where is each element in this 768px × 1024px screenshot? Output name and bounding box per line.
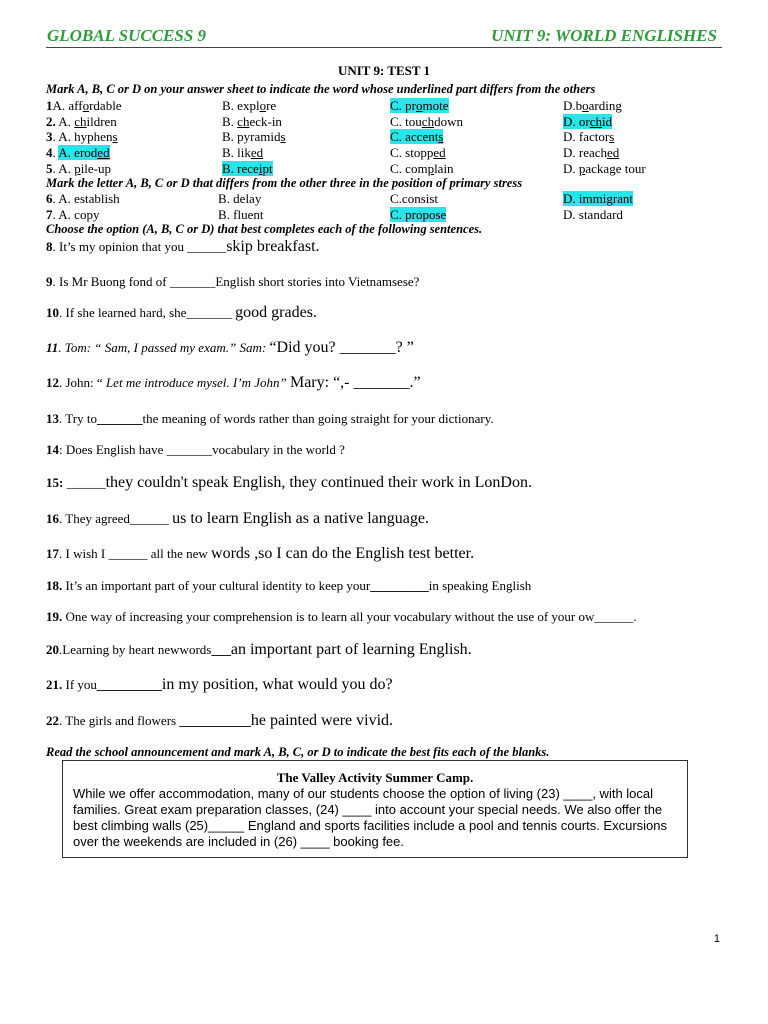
q6-option-d: D. immigrant [563, 191, 634, 206]
question-22: 22. The girls and flowers ___________he painted were vivid. [46, 712, 394, 729]
q7-option-c: C. propose [390, 207, 447, 222]
question-9: 9. Is Mr Buong fond of _______English short stories into Vietnamsese? [46, 274, 420, 289]
q1-option-c: C. promote [390, 98, 449, 113]
question-18: 18. It’s an important part of your cultural identity to keep your_________in speaking English [46, 578, 532, 593]
question-21: 21. If you__________in my position, what would you do? [46, 676, 393, 693]
header-course-title: GLOBAL SUCCESS 9 [47, 26, 207, 45]
question-13: 13. Try to_______the meaning of words rather than going straight for your dictionary. [46, 411, 494, 426]
question-1: 1A. affordable [46, 98, 122, 113]
instruction-reading: Read the school announcement and mark A, B, C, or D to indicate the best fits each of the blanks. [46, 745, 550, 759]
q1-option-d: D.boarding [563, 98, 622, 113]
announcement-text: While we offer accommodation, many of our students choose the option of living (23) ____, with local families. Great exam preparation classes, (24) ____ into account your special needs. We also offer the best climbing walls (25)_____ England and sports facilities include a pool and tennis courts. Excursions over the weekends are included in (26) ____ booking fee. [73, 786, 667, 849]
q2-option-d: D. orchid [563, 114, 613, 129]
q6-option-b: B. delay [218, 191, 262, 206]
q2-option-c: C. touchdown [390, 114, 463, 129]
q7-option-b: B. fluent [218, 207, 264, 222]
question-16: 16. They agreed______ us to learn English as a native language. [46, 510, 429, 527]
question-15: 15: ______they couldn't speak English, they continued their work in LonDon. [46, 474, 532, 491]
instruction-completion: Choose the option (A, B, C or D) that best completes each of the following sentences. [46, 222, 483, 236]
q5-option-c: C. complain [390, 161, 454, 176]
question-3: 3. A. hyphens [46, 129, 118, 144]
announcement-box [62, 760, 688, 858]
question-5: 5. A. pile-up [46, 161, 112, 176]
question-7: 7. A. copy [46, 207, 100, 222]
question-10: 10. If she learned hard, she_______ good grades. [46, 304, 317, 321]
q5-option-b: B. receipt [222, 161, 273, 176]
q1-option-b: B. explore [222, 98, 277, 113]
instruction-stress: Mark the letter A, B, C or D that differs from the other three in the position of primary stress [46, 176, 523, 190]
question-12: 12. John: “ Let me introduce mysel. I’m John” Mary: “,- _______.” [46, 374, 421, 391]
test-title: UNIT 9: TEST 1 [337, 63, 431, 78]
q4-option-c: C. stopped [390, 145, 446, 160]
q5-option-d: D. package tour [563, 161, 646, 176]
announcement-title: The Valley Activity Summer Camp. [276, 770, 474, 785]
q3-option-d: D. factors [563, 129, 615, 144]
instruction-pronunciation: Mark A, B, C or D on your answer sheet to indicate the word whose underlined part differs from the others [46, 82, 596, 96]
q4-option-b: B. liked [222, 145, 264, 160]
question-17: 17. I wish I ______ all the new words ,so I can do the English test better. [46, 545, 475, 562]
header-unit-title: UNIT 9: WORLD ENGLISHES [491, 26, 717, 45]
question-20: 20.Learning by heart newwords___an important part of learning English. [46, 641, 472, 658]
question-14: 14: Does English have _______vocabulary in the world ? [46, 442, 345, 457]
q3-option-b: B. pyramids [222, 129, 286, 144]
question-11: 11. Tom: “ Sam, I passed my exam.” Sam: “Did you? _______? ” [46, 339, 414, 356]
question-6: 6. A. establish [46, 191, 120, 206]
q6-option-c: C.consist [390, 191, 439, 206]
page-number: 1 [713, 933, 720, 945]
header-divider [46, 47, 722, 48]
question-8: 8. It’s my opinion that you ______skip breakfast. [46, 238, 320, 255]
question-19: 19. One way of increasing your comprehension is to learn all your vocabulary without the use of your ow______. [46, 609, 637, 624]
question-4: 4. A. eroded [46, 145, 110, 160]
q4-option-d: D. reached [563, 145, 620, 160]
question-2: 2. A. children [46, 114, 117, 129]
q3-option-c: C. accents [390, 129, 444, 144]
q2-option-b: B. check-in [222, 114, 282, 129]
q7-option-d: D. standard [563, 207, 623, 222]
